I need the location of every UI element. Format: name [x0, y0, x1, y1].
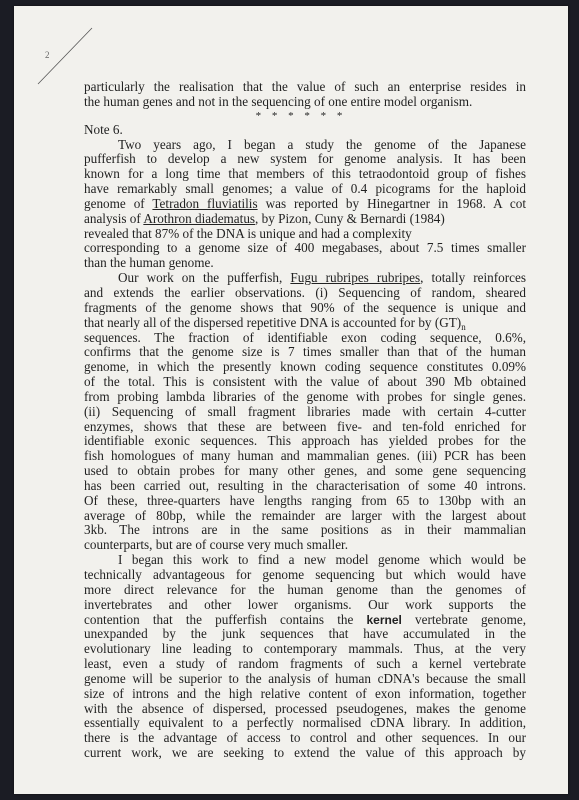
text-line: (ii) Sequencing of small fragment libraries made with certain 4-cutter: [84, 403, 526, 419]
text-line: revealed that 87% of the DNA is unique and had a complexity: [84, 225, 412, 241]
text-line: contention that the pufferfish contains the kernel vertebrate genome,: [84, 611, 526, 627]
text-line: fragments of the genome shows that 90% of the sequence is unique and: [84, 299, 526, 315]
text-line: invertebrates and other lower organisms. Our work supports the: [84, 596, 526, 612]
species-name: Arothron diadematus: [143, 210, 256, 226]
text-line: the human genes and not in the sequencing of one entire model organism.: [84, 93, 473, 109]
text-line: size of introns and the high relative content of exon information, together: [84, 685, 526, 701]
text-line: more direct relevance for the human genome than the genomes of: [84, 581, 526, 597]
emphasis-kernel: kernel: [366, 612, 402, 627]
text-line: has been carried out, resulting in the characterisation of some 40 introns.: [84, 477, 526, 493]
text-line: 3kb. The introns are in the same positions as in their mammalian: [84, 522, 526, 538]
text-line: Of these, three-quarters have lengths ranging from 65 to 130bp with an: [84, 492, 526, 508]
text-line: there is the advantage of access to control and other sequences. In our: [84, 730, 526, 746]
text-line: evolutionary line leading to contemporary mammals. Thus, at the very: [84, 641, 526, 657]
text-line: analysis of Arothron diadematus, by Pizon, Cuny & Bernardi (1984): [84, 210, 445, 226]
text-line: genome will be superior to the analysis of human cDNA's because the small: [84, 670, 526, 686]
text-line: average of 80bp, while the remainder are larger with the largest about: [84, 507, 526, 523]
text-line: counterparts, but are of course very much smaller.: [84, 537, 349, 553]
text-line: and extends the earlier observations. (i) Sequencing of random, sheared: [84, 284, 526, 300]
text-line: than the human genome.: [84, 255, 214, 271]
text-line: sequences. The fraction of identifiable exon coding sequence, 0.6%,: [84, 329, 526, 345]
text-line: particularly the realisation that the value of such an enterprise resides in: [84, 79, 526, 94]
text-line: genome, in which the presently known coding sequence constitutes 0.09%: [84, 359, 526, 375]
text-line: enzymes, shows that these are between five- and ten-fold enriched for: [84, 418, 526, 434]
text-line: from probing lambda libraries of the genome with probes for single genes.: [84, 388, 526, 404]
text-line: known for a long time that members of this tetraodontoid group of fishes: [84, 166, 526, 182]
species-name: Fugu rubripes rubripes: [290, 270, 421, 286]
text-line: have remarkably small genomes; a value of 0.4 picograms for the haploid: [84, 181, 526, 197]
text-line: corresponding to a genome size of 400 megabases, about 7.5 times smaller: [84, 240, 526, 256]
section-separator: * * * * * *: [255, 109, 347, 122]
text-line: identifiable exonic sequences. This approach has yielded probes for the: [84, 433, 526, 449]
corner-mark: 2: [45, 50, 50, 60]
text-line: fish homologues of many human and mammalian genes. (iii) PCR has been: [84, 448, 526, 464]
text-line: confirms that the genome size is 7 times smaller than that of the human: [84, 344, 526, 360]
text-line: of the total. This is consistent with the value of about 390 Mb obtained: [84, 374, 526, 390]
document-page: [14, 6, 568, 794]
species-name: Tetradon fluviatilis: [152, 195, 258, 211]
text-line: unexpanded by the junk sequences that have accumulated in the: [84, 626, 526, 642]
text-line: least, even a study of random fragments of such a kernel vertebrate: [84, 656, 526, 672]
text-line: Our work on the pufferfish, Fugu rubripes rubripes, totally reinforces: [118, 270, 526, 286]
text-line: Two years ago, I began a study the genome of the Japanese: [118, 136, 526, 152]
text-line: pufferfish to develop a new system for genome analysis. It has been: [84, 151, 526, 167]
text-line: that nearly all of the dispersed repetitive DNA is accounted for by $(GT)_n$: [84, 314, 466, 332]
text-line: I began this work to find a new model genome which would be: [118, 552, 526, 568]
pencil-stroke: [24, 26, 94, 86]
text-line: current work, we are seeking to extend the value of this approach by: [84, 745, 526, 761]
body-text: [84, 80, 526, 761]
note-heading: Note 6.: [84, 121, 123, 137]
text-line: technically advantageous for genome sequencing but which would have: [84, 567, 526, 582]
text-line: used to obtain probes for many other genes, and some gene sequencing: [84, 463, 526, 479]
text-line: genome of Tetradon fluviatilis was reported by Hinegartner in 1968. A cot: [84, 195, 526, 211]
text-line: with the absence of dispersed, processed pseudogenes, makes the genome: [84, 700, 526, 716]
text-line: essentially equivalent to a perfectly normalised cDNA library. In addition,: [84, 715, 526, 731]
